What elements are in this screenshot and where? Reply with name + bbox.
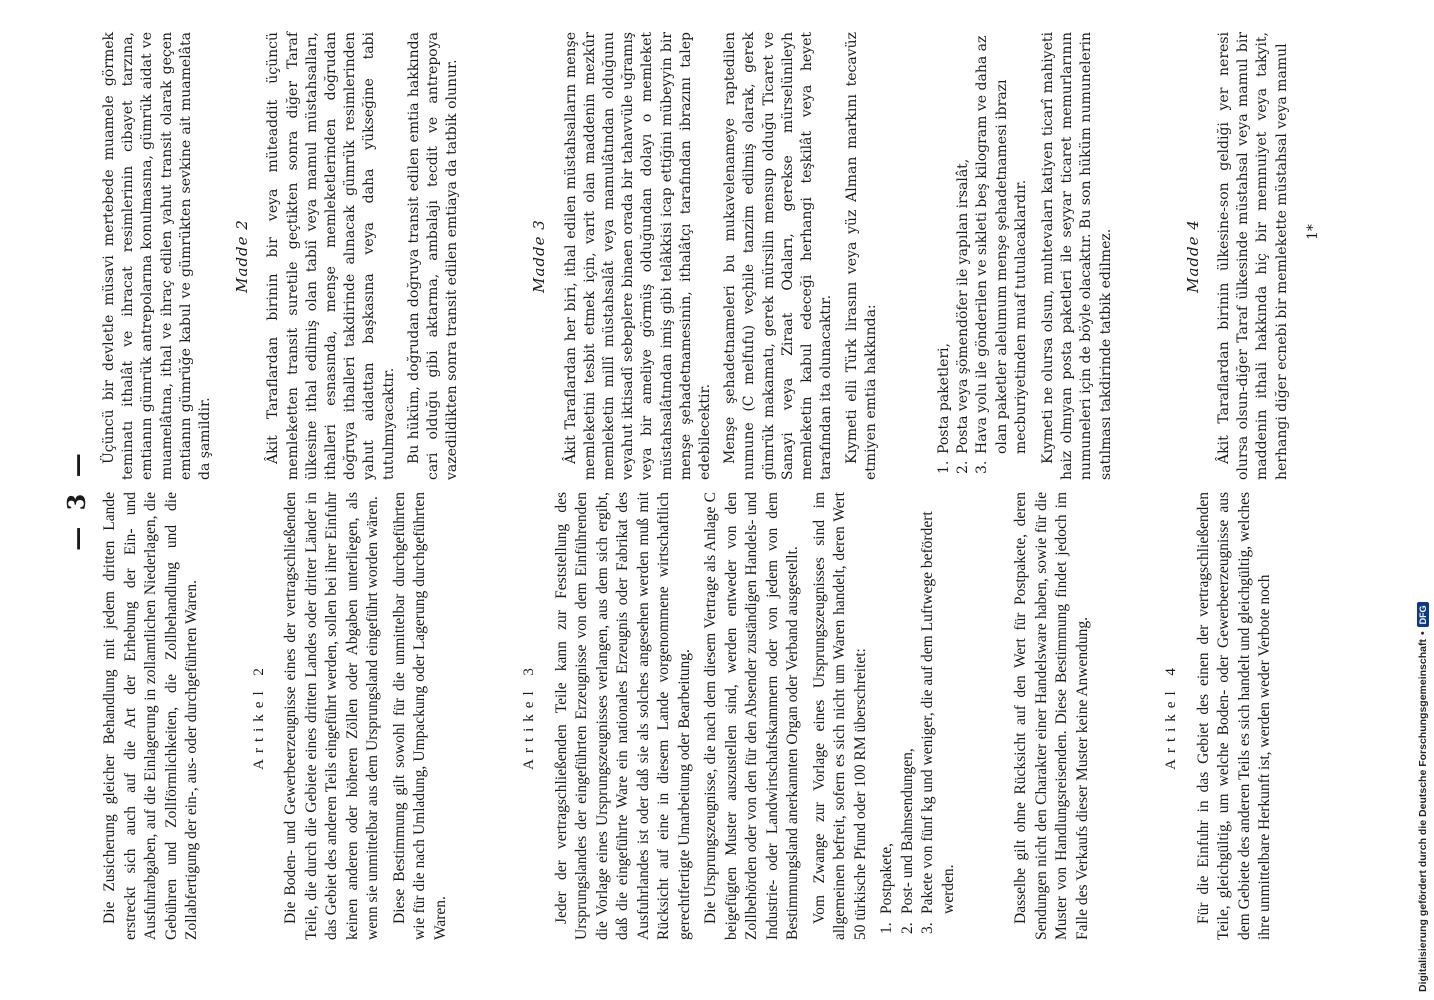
list-item: 1. Postpakete,	[878, 842, 895, 934]
german-paragraph-a2-2: Diese Bestimmung gilt sowohl für die unmittelbar durchgeführten wie für die nach Umladung, Umpackung oder Lagerung durchgeführten Waren.	[390, 492, 449, 940]
turkish-heading-madde-3: Madde 3	[530, 219, 549, 293]
german-heading-artikel-2: Artikel 2	[250, 662, 267, 770]
list-item: 3. Pakete von fünf kg und weniger, die auf dem Luftwege befördert werden.	[919, 511, 957, 934]
turkish-paragraph-m2-2: Bu hüküm, doğrudan doğruya transit edilen emtia hakkında cari olduğu gibi aktarma, ambalajı tecdit ve antrepoya vazedildikten sonra transit edilen emtiaya da tatbik olunur.	[405, 32, 461, 480]
turkish-paragraph-m2-1: Âkit Taraflardan birinin bir veya müteaddit üçüncü memleketten transit suretile geçtikten sonra diğer Taraf ülkesine ithal edilmiş olan tabiî veya mamul müstahsalları, ithalleri esnasında, menşe memleketlerinden doğrudan doğruya ithalleri takdirinde alınacak gümrük resimlerinden yahut aidattan başkasına veya daha yükseğine tabi tutulmıyacaktır.	[265, 32, 397, 480]
list-item: 2. Post- und Bahnsendungen,	[898, 748, 916, 934]
turkish-paragraph-m4-1: Âkit Taraflardan birinin ülkesine-son geldiği yer neresi olursa olsun-diğer Taraf ülkesinde müstahsal veya mamul bir maddenin ithali hakkında hiç bir memnuiyet veya takyit, herhangi diğer ecnebi bir memlekette müstahsal veya mamul	[1215, 32, 1290, 480]
dfg-logo-icon: DFG	[1417, 602, 1429, 627]
separator-dot: •	[1417, 631, 1429, 636]
turkish-exemption-list	[935, 32, 1031, 480]
german-paragraph-a3-2: Die Ursprungszeugnisse, die nach dem diesem Vertrage als Anlage C beigefügten Muster auszustellen sind, werden entweder von den Zollbehörden oder von den für den Absender zuständigen Handels- und Industrie- oder Landwirtschaftskammern oder von jedem von dem Bestimmungsland anerkannten Organ oder Verband ausgestellt.	[702, 492, 801, 940]
sheet-signature-mark: 1*	[1305, 224, 1321, 240]
german-paragraph-intro: Die Zusicherung gleicher Behandlung mit jedem dritten Lande erstreckt sich auch auf die Art der Erhebung der Ein- und Ausfuhrabgaben, auf die Einlagerung in zollamtlichen Niederlagen, die Gebühren und Zollförmlichkeiten, die Zollbehandlung und die Zollabfertigung der ein-, aus- oder durchgeführten Waren.	[101, 492, 200, 940]
german-paragraph-a2-1: Die Boden- und Gewerbeerzeugnisse eines der vertragschließenden Teile, die durch die Gebiete eines dritten Landes oder dritter Länder in das Gebiet des anderen Teils eingeführt werden, sollen bei ihrer Einfuhr keinen anderen oder höheren Zöllen oder Abgaben unterliegen, als wenn sie unmittelbar aus dem Ursprungsland eingeführt worden wären.	[282, 492, 381, 940]
german-paragraph-a3-3: Vom Zwange zur Vorlage eines Ursprungszeugnisses sind im allgemeinen befreit, sofern es sich nicht um Waren handelt, deren Wert 50 türkische Pfund oder 100 RM überschreitet:	[810, 492, 869, 940]
turkish-heading-madde-2: Madde 2	[233, 219, 252, 293]
dfg-notice-text: Digitalisierung gefördert durch die Deutsche Forschungsgemeinschaft	[1417, 639, 1429, 992]
german-heading-artikel-3: Artikel 3	[521, 662, 537, 770]
german-column	[100, 492, 1282, 940]
turkish-paragraph-intro: Üçüncü bir devletle müsavi mertebede muamele görmek teminatı ithalât ve ihracat resimlerinin cibayet tarzına, emtianın gümrük antrepolarına konulmasına, gümrük aidat ve muamelâtına, ithal ve ihraç edilen yahut transit olarak geçen emtianın gümrüğe kabul ve gümrükten sevkine ait muamelâta da şamildir.	[101, 32, 214, 480]
page-number: — 3 —	[62, 449, 91, 551]
german-exemption-list	[877, 492, 959, 940]
turkish-paragraph-m3-1: Âkit Taraflardan her biri, ithal edilen müstahsalların menşe memleketini tesbit etmek için, varit olan maddenin mezkûr memleketin millî müstahsalât veya mamulâtından olduğunu veyahut iktisadî sebeplere binaen orada bir tahavvüle uğramış veya bir ameliye görmüş olduğundan dolayı o memleket müstahsalâtından imiş gibi telâkkisi icap ettiğini mübeyyin bir menşe şehadetnamesinin, ithalâtçı tarafından ibrazını talep edebilecektir.	[562, 32, 714, 480]
turkish-heading-madde-4: Madde 4	[1183, 219, 1202, 293]
german-heading-artikel-4: Artikel 4	[1163, 662, 1179, 770]
list-item: 1. Posta paketleri,	[935, 343, 952, 474]
turkish-paragraph-m3-2: Menşe şehadetnameleri bu mukavelenameye raptedilen numune (C melfufu) veçhile tanzim edilmiş olarak, gerek gümrük makamatı, gerek mürsilin mensup olduğu Ticaret ve Sanayi veya Ziraat Odaları, gerekse mürselünileyh memleketin kabul edeceği herhangi teşkilât veya heyet tarafından ita olunacaktır.	[722, 32, 835, 480]
turkish-paragraph-m3-4: Kıymeti ne olursa olsun, muhtevaları katiyen ticarî mahiyeti haiz olmıyan posta paketleri ile seyyar ticaret memurlarının numuneleri için de böyle olacaktır. Bu son hüküm numunelerin satılması takdirinde tatbik edilmez.	[1039, 32, 1114, 480]
german-paragraph-a4-1: Für die Einfuhr in das Gebiet des einen der vertragschließenden Teile, gleichgültig, um welche Boden- oder Gewerbeerzeugnisse aus dem Gebiete des anderen Teils es sich handelt und gleichgültig, welches ihre unmittelbare Herkunft ist, werden weder Verbote noch	[1194, 492, 1273, 940]
german-paragraph-a3-1: Jeder der vertragschließenden Teile kann zur Feststellung des Ursprungslandes der eingeführten Erzeugnisse von dem Einführenden die Vorlage eines Ursprungszeugnisses verlangen, aus dem sich ergibt, daß die eingeführte Ware ein nationales Erzeugnis oder Fabrikat des Ausfuhrlandes ist oder daß sie als solches angesehen werden muß mit Rücksicht auf eine in diesem Lande vorgenommene wirtschaftlich gerechtfertigte Umarbeitung oder Bearbeitung.	[552, 492, 693, 940]
german-paragraph-a3-4: Dasselbe gilt ohne Rücksicht auf den Wert für Postpakete, deren Sendungen nicht den Charakter einer Handelsware haben, sowie für die Muster von Handlungsreisenden. Diese Bestimmung findet jedoch im Falle des Verkaufs dieser Muster keine Anwendung.	[1012, 492, 1091, 940]
dfg-funding-notice	[1414, 2, 1432, 992]
turkish-column	[100, 32, 1298, 480]
turkish-paragraph-m3-3: Kıymeti elli Türk lirasını veya yüz Alman markını tecavüz etmiyen emtia hakkında:	[843, 32, 879, 480]
list-item: 2. Posta veya şömendöfer ile yapılan irsalât,	[955, 158, 972, 474]
list-item: 3. Hava yolu ile gönderilen ve sıkleti beş kilogram ve daha az olan paketler alelumum menşe şehadetnamesi ibrazı mecburiyetinden muaf tutulacaklardır.	[974, 35, 1029, 474]
